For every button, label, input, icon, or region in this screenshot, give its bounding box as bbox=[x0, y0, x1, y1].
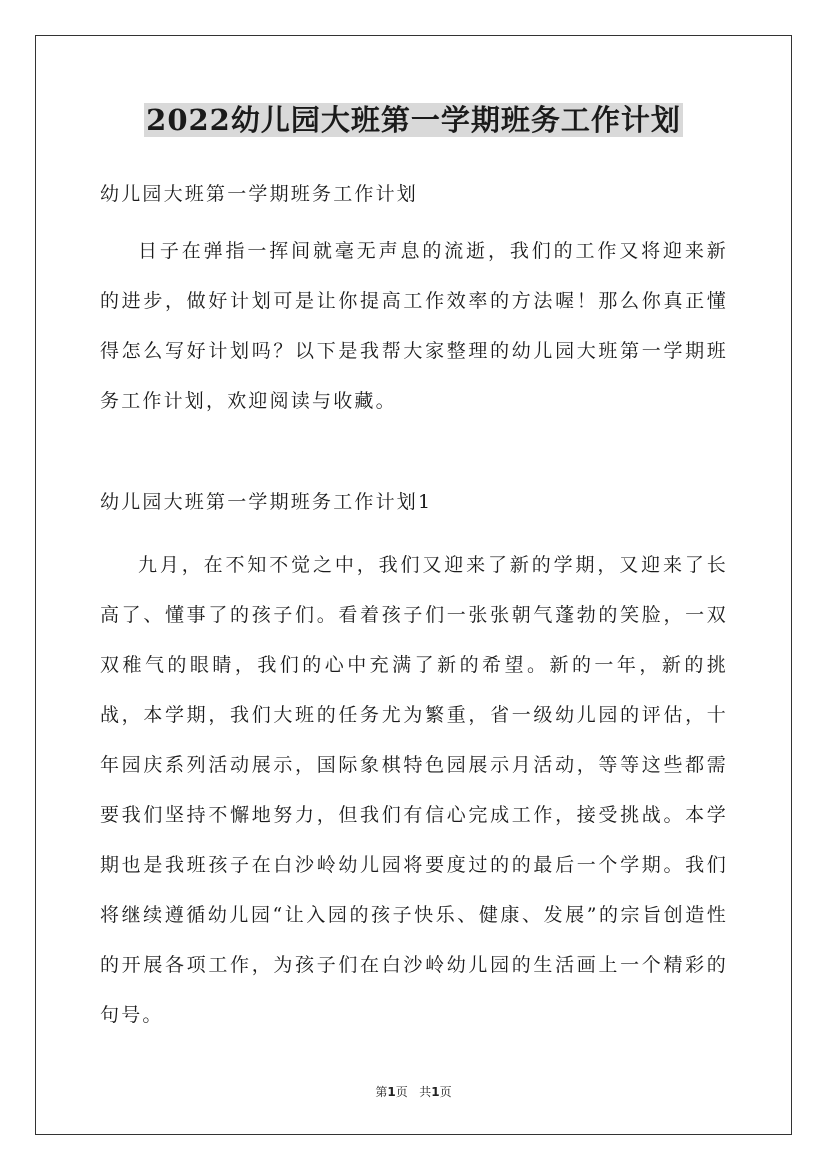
footer-prefix: 第 bbox=[375, 1085, 388, 1099]
document-title-block bbox=[0, 100, 827, 140]
section-heading: 幼儿园大班第一学期班务工作计划 bbox=[100, 183, 419, 205]
intro-paragraph: 日子在弹指一挥间就毫无声息的流逝，我们的工作又将迎来新的进步，做好计划可是让你提高工作效率的方法喔！那么你真正懂得怎么写好计划吗？以下是我帮大家整理的幼儿园大班第一学期班务工作计划，欢迎阅读与收藏。 bbox=[100, 240, 728, 412]
document-title: 2022幼儿园大班第一学期班务工作计划 bbox=[146, 103, 681, 137]
footer-page-suffix: 页 bbox=[395, 1085, 408, 1099]
footer-total-suffix: 页 bbox=[439, 1085, 452, 1099]
page-footer bbox=[0, 1083, 827, 1100]
body-paragraph: 九月，在不知不觉之中，我们又迎来了新的学期，又迎来了长高了、懂事了的孩子们。看着孩子们一张张朝气蓬勃的笑脸，一双双稚气的眼睛，我们的心中充满了新的希望。新的一年，新的挑战，本学期，我们大班的任务尤为繁重，省一级幼儿园的评估，十年园庆系列活动展示，国际象棋特色园展示月活动，等等这些都需要我们坚持不懈地努力，但我们有信心完成工作，接受挑战。本学期也是我班孩子在白沙岭幼儿园将要度过的的最后一个学期。我们将继续遵循幼儿园“让入园的孩子快乐、健康、发展”的宗旨创造性的开展各项工作，为孩子们在白沙岭幼儿园的生活画上一个精彩的句号。 bbox=[100, 554, 728, 1026]
section-spacer bbox=[100, 426, 728, 486]
total-pages: 1 bbox=[431, 1085, 440, 1099]
section-heading: 幼儿园大班第一学期班务工作计划1 bbox=[100, 491, 433, 513]
page-number: 1 bbox=[387, 1085, 396, 1099]
document-body bbox=[100, 178, 728, 1040]
footer-total-prefix: 共 bbox=[419, 1085, 432, 1099]
